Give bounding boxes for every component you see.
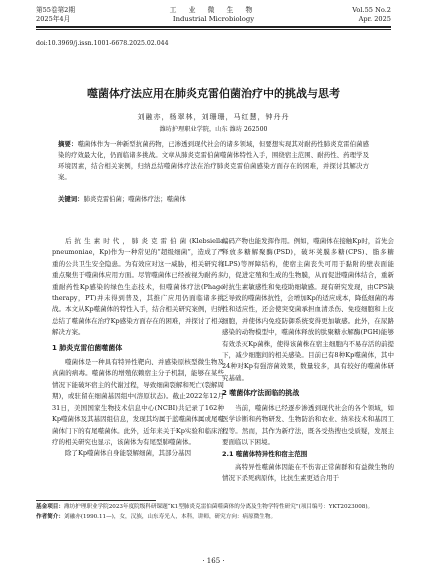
continued-paragraph: 编码产物也能发挥作用。例如，噬菌体在接触Kp时，首先会释放多糖解聚酶(PSD)，破坏荚膜多糖(CPS)、脂多糖(LPS)等屏障结构，使宿主菌丧失可用于黏附的壁表面能力，促进定殖和生成的生物膜，从而促进噬菌体结合，重新对抗生素敏感性和免疫助细敏感。现有研究发现，由CPS缺乏导致的噬菌体抗性，会增加Kp的适应成本，降低细菌的毒性和适应性，还会使突变菌承担血清杀伤、免疫细胞和上皮细胞，并使体内免疫防御系统变得更加敏感。此外，在尿路感染的动物模型中，噬菌体释放的肽聚糖水解酶(PGH)能够有效杀灭Kp菌株，使得该菌株在宿主细胞内不易存活的前提下，减少细胞间的相关感染。目前已有8种Kp噬菌体，其中24种对Kp有强溶菌效果，数量较多，具有较好的噬菌体研究基础。 [222,237,394,382]
section2-paragraph: 当前，噬菌体已经逐步渗透到现代社会的各个领域，如医学诊断和药物研发、生物防治和农业、纳米技术和基因工程等。然而，其作为新疗法，既各受热搜也受质疑，发展主要面临以下困境。 [222,403,394,446]
intro-paragraph: 后抗生素时代，肺炎克雷伯菌(Klebsiella pneumoniae，Kp)作为一种常见的“超级细菌”，造成了严重的公共卫生安全隐患。为有效应对这一威胁，相关研究将重点聚焦于噬菌体应用方面。尽管噬菌体已经被视为耐药多重耐药性Kp感染的绿色生态技术，但噬菌体疗法(Phage therapy，PT)并未得到普及，其推广应用仍面临诸多挑战。本文从Kp噬菌体的特性入手，结合相关研究案例，归纳总结了噬菌体在治疗Kp感染方面存在的困难，并探讨了相关解决方案。 [52,237,224,337]
abstract [58,139,369,183]
subsection-paragraph: 高特异性噬菌体因能在不伤害正常菌群和有益微生物的情况下杀死病原体，比抗生素更适合用于 [222,462,394,483]
fund-text: 潍坊护理职业学院2023年度院级科研课题“K1型肺炎克雷伯菌噬菌体的分离及生物学特性研究”(项目编号：YKT2023008)。 [63,504,374,510]
keywords [58,194,369,204]
body-column-left [52,236,224,460]
header-rule-thin [36,29,391,30]
doi: doi:10.3969/j.issn.1001-6678.2025.02.044 [36,40,169,47]
author-bio [36,513,391,523]
date-en: Apr. 2025 [358,15,391,23]
body-column-right [222,236,394,485]
fund-note [36,503,391,513]
keywords-text: 肺炎克雷伯菌；噬菌体疗法；噬菌体 [83,195,186,203]
section-heading-1: 1 肺炎克雷伯菌噬菌体 [52,343,123,352]
journal-name-cn: 工 业 微 生 物 [169,6,258,14]
fund-label: 基金项目： [36,504,64,510]
footnote [36,503,391,522]
section1-paragraph: 除了Kp噬菌体自身能裂解细菌，其部分基因 [65,449,192,458]
footnote-rule [36,500,156,501]
abstract-label: 摘要： [58,140,78,148]
subsection-heading-2-1: 2.1 噬菌体特异性和宿主范围 [222,450,308,459]
section1-paragraph: 噬菌体是一种具有特异性靶向、并感染原核型微生物及真菌的病毒。噬菌体的增殖依赖宿主分子机制，能够在某些情况下能破坏宿主的代谢过程，导致细菌裂解和死亡(裂解周期)，或驻留在细菌基因组中(溶原状态)。截止2022年12月31日，美国国家生物技术信息中心(NCBI)共记录了162种Kp噬菌体及其基因组信息，发现其均属于蓝噬菌体属或尾噬菌体门下的有尾噬菌体。此外，近年来关于Kp实验和临床治疗的相关研究也显示，该菌体为有尾型肺噬菌体。 [52,358,224,446]
abstract-text: 噬菌体作为一种新型抗菌药物，已渗透到现代社会的诸多领域，但要想实现其对耐药性肺炎克雷伯菌感染的疗效最大化，仍面临诸多挑战。文章从肺炎克雷伯菌噬菌体特性入手，围绕宿主范围、耐药性、药理学及环境因素，结合相关案例，归纳总结噬菌体疗法在治疗肺炎克雷伯菌感染方面存在的困难，并探讨其解决方案。 [58,140,370,181]
header-rule-thick [36,26,391,28]
volume-en: Vol.55 No.2 [352,6,391,14]
author-affiliation: 潍坊护理职业学院，山东 潍坊 262500 [159,126,268,133]
article-title: 噬菌体疗法应用在肺炎克雷伯菌治疗中的挑战与思考 [87,87,340,100]
header-center [36,6,391,24]
page-number: · 165 · [202,557,225,565]
journal-name-en: Industrial Microbiology [172,15,255,23]
author-bio-text: 刘融亦(1990.11—)，女，汉族，山东寿光人，本科，讲师，研究方向：病原微生物。 [63,513,277,520]
section-heading-2: 2 噬菌体疗法面临的挑战 [222,389,300,398]
header-right [352,6,391,24]
date-cn: 2025年4月 [36,15,71,23]
volume-cn: 第55卷第2期 [36,6,75,14]
author-bio-label: 作者简介： [36,513,64,520]
keywords-label: 关键词： [58,195,84,203]
article-authors: 刘融亦，杨翠林，刘珊珊，马红慧，钟丹丹 [137,113,290,121]
